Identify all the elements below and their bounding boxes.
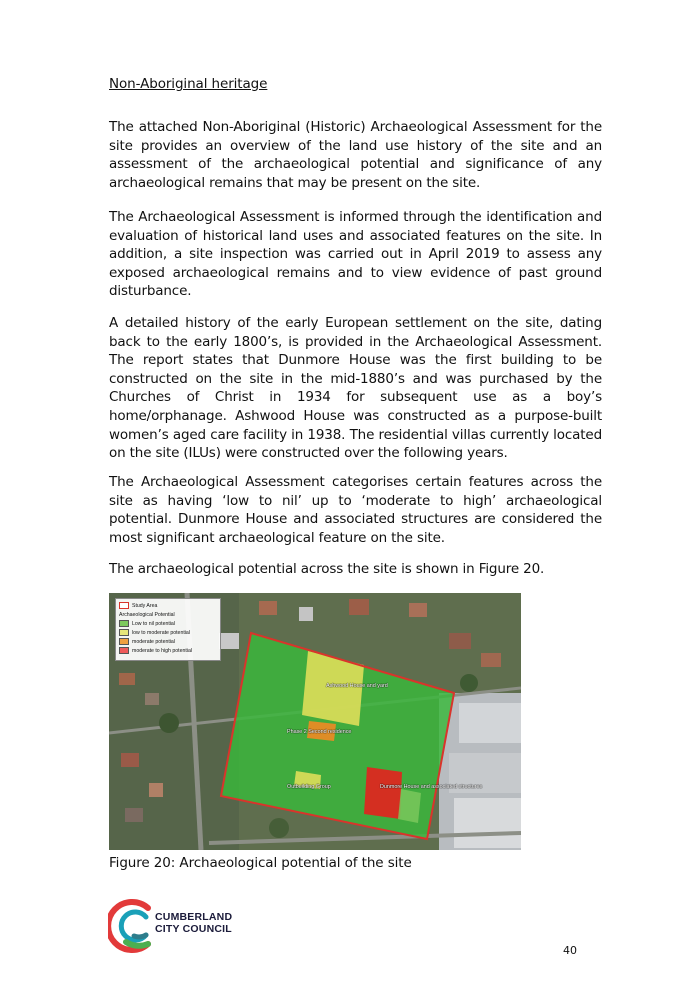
paragraph-1: The attached Non-Aboriginal (Historic) Archaeological Assessment for the site provides an overview of the land use history of the site and an assessment of the archaeological potential and significance of any archaeological remains that may be present on the site.: [109, 119, 602, 191]
legend-label: Low to nil potential: [132, 620, 175, 627]
moderate-high-zone: [364, 767, 402, 819]
legend-item-low-nil: [119, 620, 175, 627]
legend-swatch: [119, 629, 129, 636]
legend-label: low to moderate potential: [132, 629, 190, 636]
paragraph-2: The Archaeological Assessment is informed through the identification and evaluation of historical land uses and associated features on the site. In addition, a site inspection was carried out in April 2019 to assess any exposed archaeological remains and to view evidence of past ground disturbance.: [109, 209, 602, 300]
legend-swatch: [119, 620, 129, 627]
legend-item-moderate: [119, 638, 175, 645]
archaeological-potential-map: [109, 593, 521, 850]
council-name: [155, 911, 232, 935]
label-phase-2: Phase 2 Second residence: [287, 729, 352, 735]
label-dunmore: Dunmore House and associated structures: [380, 784, 483, 790]
label-ashwood: Ashwood House and yard: [326, 683, 388, 689]
legend-swatch: [119, 602, 129, 609]
label-outbuilding: Outbuilding Group: [287, 784, 331, 790]
legend-label: moderate potential: [132, 638, 175, 645]
paragraph-3: A detailed history of the early European settlement on the site, dating back to the early 1800’s, is provided in the Archaeological Assessment. The report states that Dunmore House was the first building to be constructed on the site in the mid-1880’s and was purchased by the Churches of Christ in 1934 for subsequent use as a boy’s home/orphanage. Ashwood House was constructed as a purpose-built women’s aged care facility in 1938. The residential villas currently located on the site (ILUs) were constructed over the following years.: [109, 315, 602, 462]
council-name-line-1: CUMBERLAND: [155, 911, 233, 923]
page-number: 40: [563, 944, 577, 957]
legend-label: moderate to high potential: [132, 647, 192, 654]
legend-title-text: Archaeological Potential: [119, 612, 175, 618]
legend-item-low-moderate: [119, 629, 190, 636]
legend-study-area: [119, 602, 157, 609]
map-legend: [115, 598, 221, 661]
legend-title: [119, 612, 175, 618]
legend-swatch: [119, 638, 129, 645]
legend-item-moderate-high: [119, 647, 192, 654]
paragraph-4: The Archaeological Assessment categorises certain features across the site as having ‘low to nil’ up to ‘moderate to high’ archaeological potential. Dunmore House and associated structures are considered the most significant archaeological feature on the site.: [109, 474, 602, 546]
figure-caption: Figure 20: Archaeological potential of the site: [109, 855, 412, 871]
section-heading: Non-Aboriginal heritage: [109, 76, 268, 92]
legend-swatch: [119, 647, 129, 654]
legend-label: Study Area: [132, 602, 158, 609]
paragraph-5: The archaeological potential across the site is shown in Figure 20.: [109, 561, 545, 577]
low-nil-annex-zone: [398, 789, 421, 823]
council-name-line-2: CITY COUNCIL: [155, 923, 232, 935]
